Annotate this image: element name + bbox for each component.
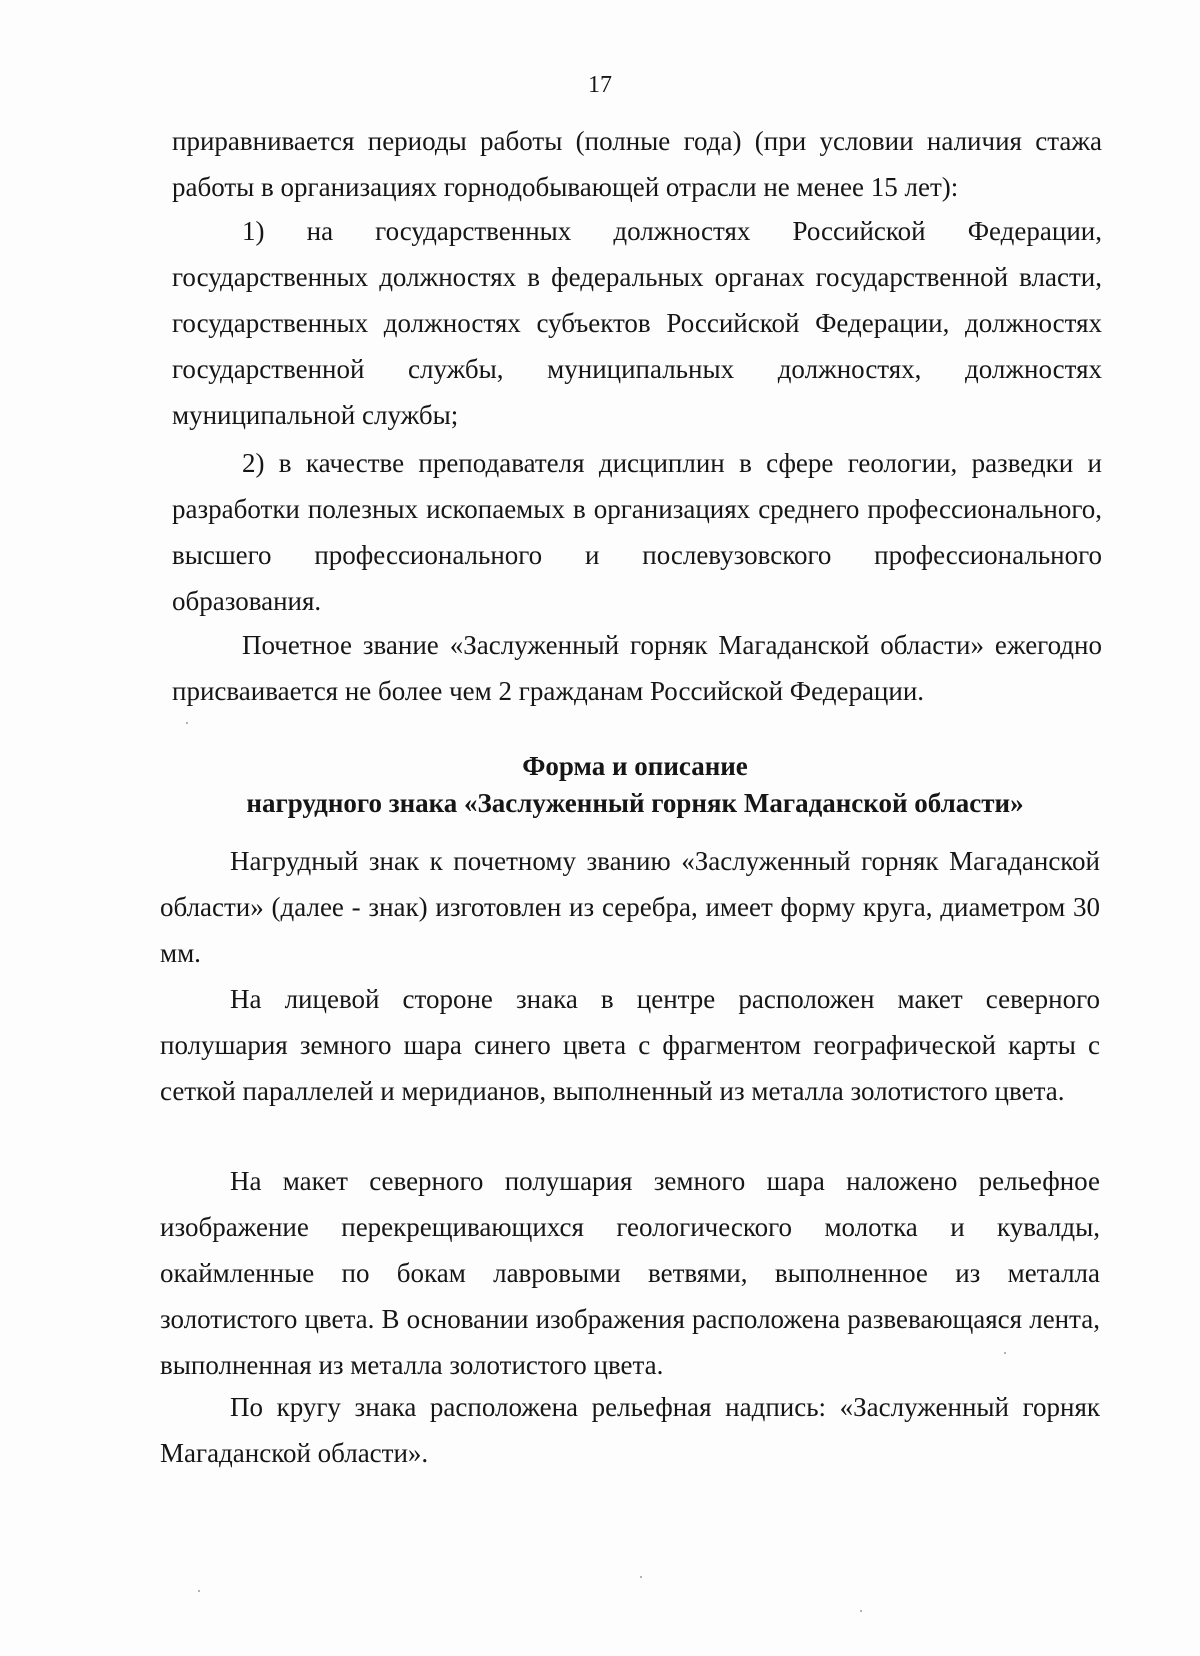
scan-speck xyxy=(198,1590,200,1592)
section-heading-line-2: нагрудного знака «Заслуженный горняк Магаданской области» xyxy=(246,788,1024,818)
scan-speck xyxy=(1004,1352,1006,1354)
section-heading xyxy=(120,748,1150,822)
section-heading-line-1: Форма и описание xyxy=(522,751,748,781)
paragraph-badge-front: На лицевой стороне знака в центре расположен макет северного полушария земного шара синего цвета с фрагментом географической карты с сеткой параллелей и меридианов, выполненный из металла золотистого цвета. xyxy=(160,984,1100,1106)
scan-speck xyxy=(186,722,188,724)
paragraph-badge-material: Нагрудный знак к почетному званию «Заслуженный горняк Магаданской области» (далее - знак) изготовлен из серебра, имеет форму круга, диаметром 30 мм. xyxy=(160,846,1100,968)
paragraph-badge-relief: На макет северного полушария земного шара наложено рельефное изображение перекрещивающихся геологического молотка и кувалды, окаймленные по бокам лавровыми ветвями, выполненное из металла золотистого цвета. В основании изображения расположена развевающаяся лента, выполненная из металла золотистого цвета. xyxy=(160,1166,1100,1380)
paragraph-badge-inscription: По кругу знака расположена рельефная надпись: «Заслуженный горняк Магаданской области». xyxy=(160,1392,1100,1468)
paragraph-honorary-title: Почетное звание «Заслуженный горняк Магаданской области» ежегодно присваивается не более чем 2 гражданам Российской Федерации. xyxy=(172,630,1102,706)
scan-speck xyxy=(640,1576,642,1578)
paragraph-continuation: приравнивается периоды работы (полные года) (при условии наличия стажа работы в организациях горнодобывающей отрасли не менее 15 лет): xyxy=(172,126,1102,202)
scan-speck xyxy=(860,1610,862,1612)
paragraph-item-1: 1) на государственных должностях Российской Федерации, государственных должностях в федеральных органах государственной власти, государственных должностях субъектов Российской Федерации, должностях государственной службы, муниципальных должностях, должностях муниципальной службы; xyxy=(172,216,1102,430)
paragraph-item-2: 2) в качестве преподавателя дисциплин в сфере геологии, разведки и разработки полезных ископаемых в организациях среднего профессионального, высшего профессионального и послевузовского профессионального образования. xyxy=(172,448,1102,616)
page-number: 17 xyxy=(588,72,612,98)
